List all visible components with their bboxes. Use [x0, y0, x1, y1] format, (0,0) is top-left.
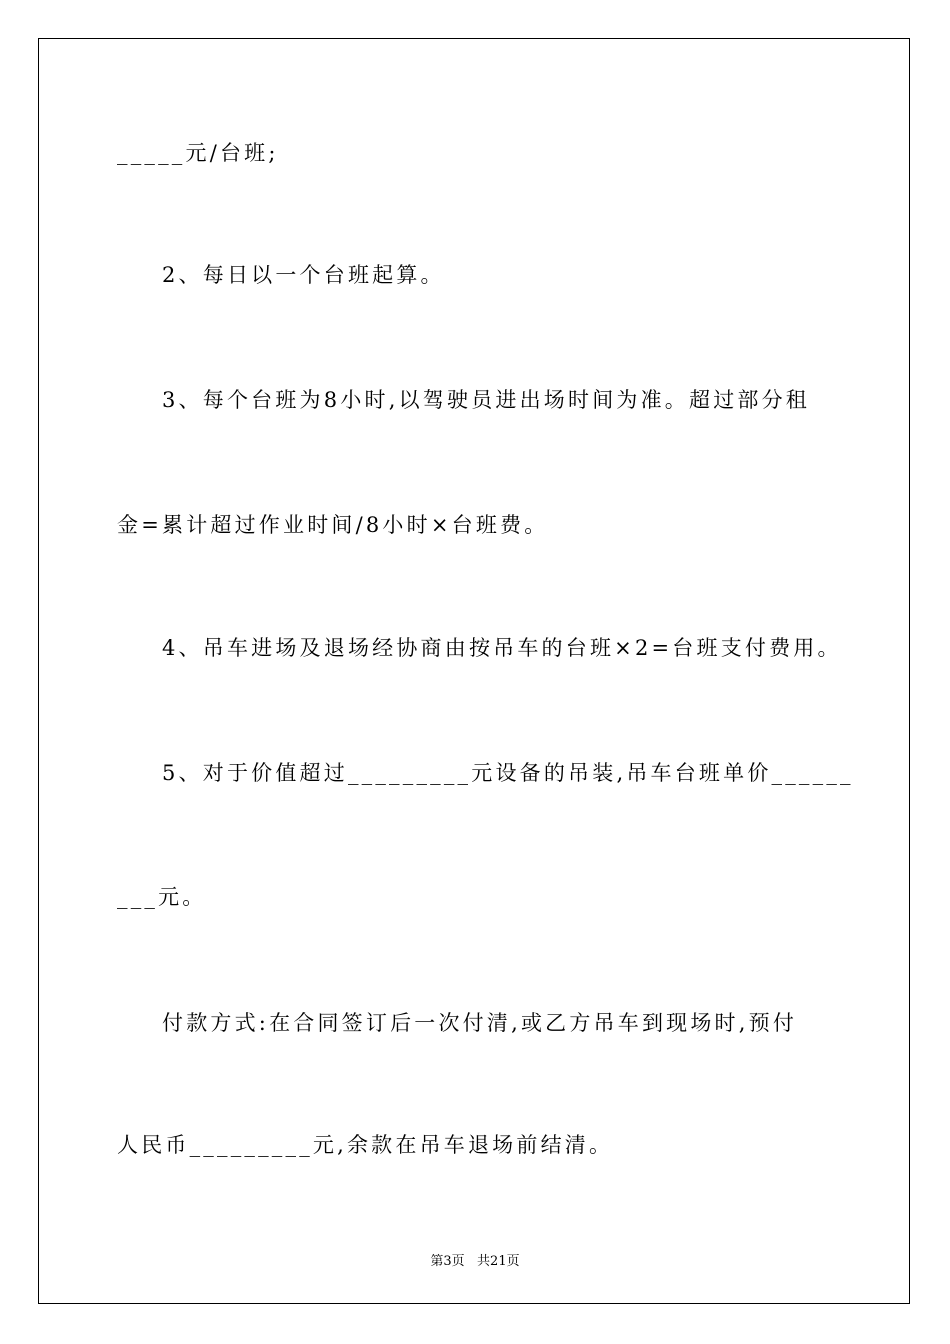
text-line-8: 付款方式:在合同签订后一次付清,或乙方吊车到现场时,预付 [162, 1011, 798, 1035]
text-line-7: ___元。 [117, 885, 207, 909]
page-number-footer: 第3页 共21页 [430, 1254, 520, 1269]
text-line-3: 3、每个台班为8小时,以驾驶员进出场时间为准。超过部分租 [162, 388, 810, 412]
text-line-6: 5、对于价值超过_________元设备的吊装,吊车台班单价______ [162, 761, 854, 785]
text-line-4: 金=累计超过作业时间/8小时×台班费。 [117, 513, 549, 537]
text-line-5: 4、吊车进场及退场经协商由按吊车的台班×2=台班支付费用。 [162, 636, 842, 660]
text-line-2: 2、每日以一个台班起算。 [162, 263, 445, 287]
text-line-1: _____元/台班; [117, 141, 279, 165]
text-line-9: 人民币_________元,余款在吊车退场前结清。 [117, 1133, 614, 1157]
page-border [38, 38, 910, 1304]
